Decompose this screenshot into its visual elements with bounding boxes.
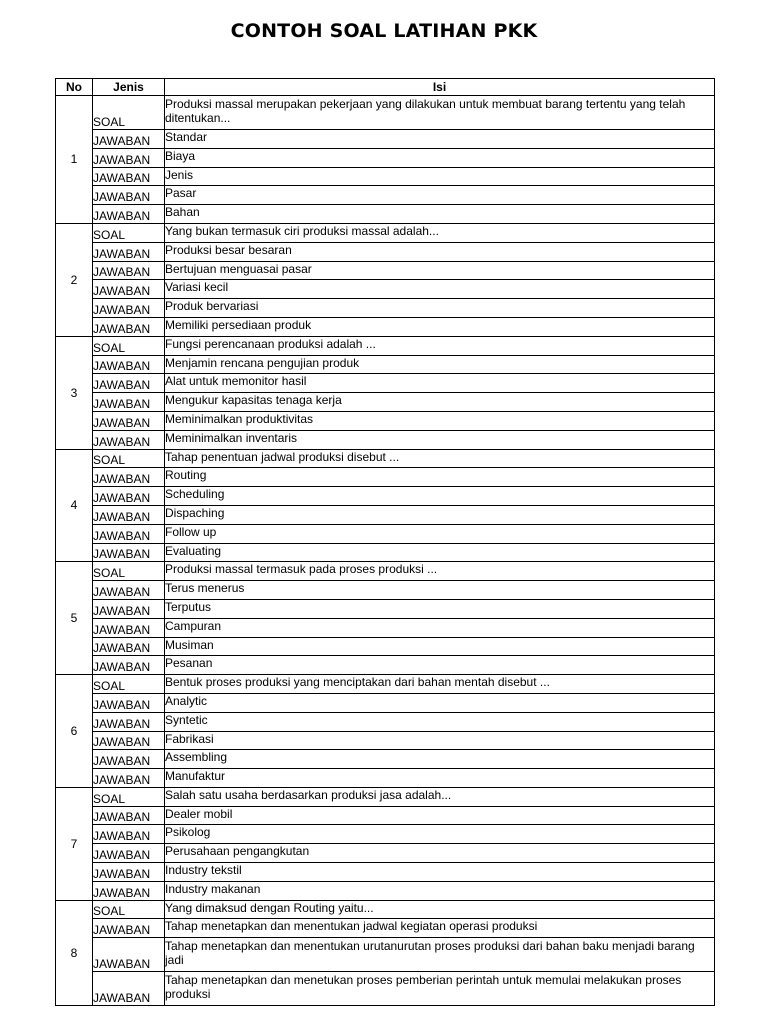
question-number: 1 — [56, 96, 93, 224]
table-row — [56, 787, 715, 806]
answer-type-cell: JAWABAN — [93, 487, 165, 506]
answer-option-text: Campuran — [165, 618, 715, 637]
answer-type-cell: JAWABAN — [93, 712, 165, 731]
answer-option-text: Manufaktur — [165, 769, 715, 788]
question-text: Salah satu usaha berdasarkan produksi jasa adalah... — [165, 787, 715, 806]
table-row — [56, 806, 715, 825]
answer-type-cell: JAWABAN — [93, 863, 165, 882]
answer-option-text: Fabrikasi — [165, 731, 715, 750]
answer-option-text: Evaluating — [165, 543, 715, 562]
answer-option-text: Pasar — [165, 186, 715, 205]
table-row — [56, 581, 715, 600]
answer-type-cell: JAWABAN — [93, 599, 165, 618]
table-row — [56, 844, 715, 863]
answer-option-text: Perusahaan pengangkutan — [165, 844, 715, 863]
table-row — [56, 393, 715, 412]
answer-option-text: Tahap menetapkan dan menentukan jadwal kegiatan operasi produksi — [165, 919, 715, 938]
question-number: 8 — [56, 900, 93, 1006]
answer-type-cell: JAWABAN — [93, 825, 165, 844]
answer-type-cell: JAWABAN — [93, 468, 165, 487]
table-header-row — [56, 79, 715, 96]
table-row — [56, 637, 715, 656]
table-row — [56, 280, 715, 299]
answer-type-cell: JAWABAN — [93, 844, 165, 863]
answer-option-text: Jenis — [165, 167, 715, 186]
answer-option-text: Produksi besar besaran — [165, 242, 715, 261]
table-row — [56, 261, 715, 280]
answer-type-cell: JAWABAN — [93, 148, 165, 167]
answer-type-cell: JAWABAN — [93, 881, 165, 900]
table-row — [56, 769, 715, 788]
table-row — [56, 186, 715, 205]
table-row — [56, 355, 715, 374]
question-number: 6 — [56, 675, 93, 788]
table-row — [56, 242, 715, 261]
table-row — [56, 618, 715, 637]
table-row — [56, 336, 715, 355]
answer-type-cell: JAWABAN — [93, 938, 165, 972]
answer-option-text: Dealer mobil — [165, 806, 715, 825]
answer-type-cell: JAWABAN — [93, 299, 165, 318]
answer-option-text: Biaya — [165, 148, 715, 167]
answer-option-text: Alat untuk memonitor hasil — [165, 374, 715, 393]
question-type-cell: SOAL — [93, 96, 165, 130]
answer-type-cell: JAWABAN — [93, 806, 165, 825]
table-row — [56, 223, 715, 242]
question-type-cell: SOAL — [93, 900, 165, 919]
table-row — [56, 712, 715, 731]
table-row — [56, 656, 715, 675]
answer-type-cell: JAWABAN — [93, 130, 165, 149]
question-type-cell: SOAL — [93, 675, 165, 694]
answer-option-text: Scheduling — [165, 487, 715, 506]
question-text: Yang dimaksud dengan Routing yaitu... — [165, 900, 715, 919]
table-row — [56, 543, 715, 562]
question-type-cell: SOAL — [93, 449, 165, 468]
question-type-cell: SOAL — [93, 223, 165, 242]
answer-option-text: Meminimalkan produktivitas — [165, 411, 715, 430]
table-row — [56, 731, 715, 750]
table-row — [56, 863, 715, 882]
answer-type-cell: JAWABAN — [93, 637, 165, 656]
quiz-table — [55, 78, 715, 1006]
column-header-isi: Isi — [165, 79, 715, 96]
question-text: Produksi massal termasuk pada proses produksi ... — [165, 562, 715, 581]
answer-type-cell: JAWABAN — [93, 656, 165, 675]
table-row — [56, 430, 715, 449]
column-header-no: No — [56, 79, 93, 96]
answer-type-cell: JAWABAN — [93, 317, 165, 336]
answer-type-cell: JAWABAN — [93, 430, 165, 449]
table-row — [56, 972, 715, 1006]
answer-option-text: Variasi kecil — [165, 280, 715, 299]
answer-option-text: Assembling — [165, 750, 715, 769]
answer-option-text: Menjamin rencana pengujian produk — [165, 355, 715, 374]
question-text: Fungsi perencanaan produksi adalah ... — [165, 336, 715, 355]
document-title: CONTOH SOAL LATIHAN PKK — [230, 20, 538, 42]
answer-option-text: Terus menerus — [165, 581, 715, 600]
question-number: 5 — [56, 562, 93, 675]
question-number: 3 — [56, 336, 93, 449]
answer-option-text: Bahan — [165, 205, 715, 224]
answer-option-text: Musiman — [165, 637, 715, 656]
answer-option-text: Tahap menetapkan dan menetukan proses pemberian perintah untuk memulai melakukan proses produksi — [165, 972, 715, 1006]
answer-type-cell: JAWABAN — [93, 972, 165, 1006]
answer-type-cell: JAWABAN — [93, 769, 165, 788]
table-row — [56, 919, 715, 938]
answer-type-cell: JAWABAN — [93, 524, 165, 543]
column-header-jenis: Jenis — [93, 79, 165, 96]
question-type-cell: SOAL — [93, 787, 165, 806]
table-row — [56, 881, 715, 900]
table-row — [56, 524, 715, 543]
answer-option-text: Pesanan — [165, 656, 715, 675]
answer-option-text: Routing — [165, 468, 715, 487]
answer-type-cell: JAWABAN — [93, 618, 165, 637]
answer-type-cell: JAWABAN — [93, 355, 165, 374]
answer-option-text: Produk bervariasi — [165, 299, 715, 318]
quiz-table-body — [56, 96, 715, 1006]
answer-option-text: Psikolog — [165, 825, 715, 844]
answer-option-text: Standar — [165, 130, 715, 149]
table-row — [56, 96, 715, 130]
answer-option-text: Bertujuan menguasai pasar — [165, 261, 715, 280]
answer-option-text: Terputus — [165, 599, 715, 618]
answer-option-text: Mengukur kapasitas tenaga kerja — [165, 393, 715, 412]
table-row — [56, 411, 715, 430]
table-row — [56, 750, 715, 769]
answer-type-cell: JAWABAN — [93, 242, 165, 261]
table-row — [56, 505, 715, 524]
answer-option-text: Analytic — [165, 693, 715, 712]
answer-type-cell: JAWABAN — [93, 543, 165, 562]
answer-type-cell: JAWABAN — [93, 167, 165, 186]
question-number: 4 — [56, 449, 93, 562]
answer-type-cell: JAWABAN — [93, 750, 165, 769]
table-row — [56, 167, 715, 186]
answer-type-cell: JAWABAN — [93, 374, 165, 393]
question-number: 2 — [56, 223, 93, 336]
table-row — [56, 900, 715, 919]
answer-option-text: Industry makanan — [165, 881, 715, 900]
answer-type-cell: JAWABAN — [93, 505, 165, 524]
table-row — [56, 449, 715, 468]
table-row — [56, 130, 715, 149]
answer-type-cell: JAWABAN — [93, 693, 165, 712]
table-row — [56, 599, 715, 618]
table-row — [56, 487, 715, 506]
answer-option-text: Syntetic — [165, 712, 715, 731]
answer-type-cell: JAWABAN — [93, 731, 165, 750]
answer-type-cell: JAWABAN — [93, 581, 165, 600]
table-row — [56, 317, 715, 336]
answer-type-cell: JAWABAN — [93, 205, 165, 224]
answer-option-text: Industry tekstil — [165, 863, 715, 882]
question-text: Yang bukan termasuk ciri produksi massal adalah... — [165, 223, 715, 242]
table-row — [56, 562, 715, 581]
table-row — [56, 693, 715, 712]
answer-option-text: Tahap menetapkan dan menentukan urutanurutan proses produksi dari bahan baku menjadi barang jadi — [165, 938, 715, 972]
table-row — [56, 675, 715, 694]
question-type-cell: SOAL — [93, 562, 165, 581]
answer-option-text: Follow up — [165, 524, 715, 543]
question-type-cell: SOAL — [93, 336, 165, 355]
table-row — [56, 148, 715, 167]
answer-option-text: Dispaching — [165, 505, 715, 524]
answer-type-cell: JAWABAN — [93, 280, 165, 299]
question-text: Bentuk proses produksi yang menciptakan dari bahan mentah disebut ... — [165, 675, 715, 694]
table-row — [56, 825, 715, 844]
table-row — [56, 205, 715, 224]
table-row — [56, 468, 715, 487]
question-text: Produksi massal merupakan pekerjaan yang dilakukan untuk membuat barang tertentu yang telah ditentukan... — [165, 96, 715, 130]
table-row — [56, 938, 715, 972]
answer-type-cell: JAWABAN — [93, 261, 165, 280]
answer-option-text: Memiliki persediaan produk — [165, 317, 715, 336]
question-number: 7 — [56, 787, 93, 900]
answer-type-cell: JAWABAN — [93, 393, 165, 412]
question-text: Tahap penentuan jadwal produksi disebut ... — [165, 449, 715, 468]
answer-type-cell: JAWABAN — [93, 186, 165, 205]
answer-type-cell: JAWABAN — [93, 919, 165, 938]
table-row — [56, 299, 715, 318]
answer-type-cell: JAWABAN — [93, 411, 165, 430]
table-row — [56, 374, 715, 393]
answer-option-text: Meminimalkan inventaris — [165, 430, 715, 449]
